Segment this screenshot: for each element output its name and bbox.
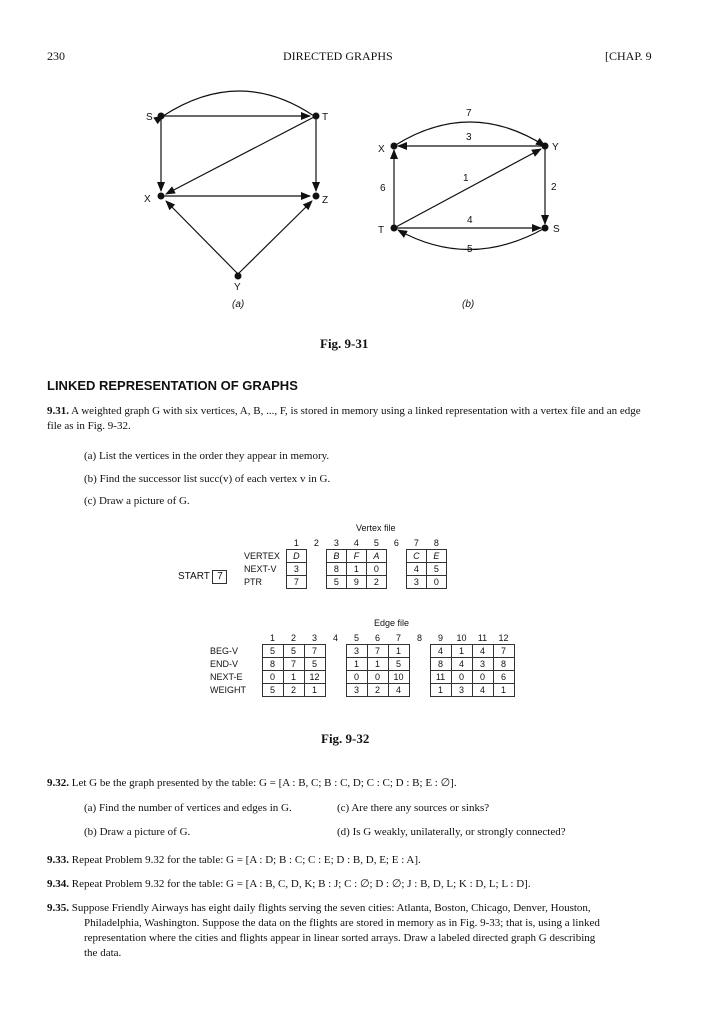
- table-cell: E: [426, 550, 446, 563]
- column-number: 3: [311, 633, 317, 643]
- table-cell: B: [326, 550, 346, 563]
- row-label: WEIGHT: [210, 685, 246, 695]
- table-cell: [386, 576, 406, 589]
- table-cell: 4: [451, 658, 472, 671]
- table-cell: [386, 550, 406, 563]
- column-number: 6: [374, 633, 380, 643]
- table-cell: 4: [472, 684, 493, 697]
- row-label: END-V: [210, 659, 239, 669]
- vertex-file-title: Vertex file: [356, 523, 396, 533]
- weight-label-5: 5: [467, 244, 473, 255]
- problem-text-line: the data.: [84, 947, 122, 959]
- table-cell: 0: [426, 576, 446, 589]
- table-cell: 3: [346, 684, 367, 697]
- table-cell: 5: [388, 658, 409, 671]
- node-label-a-s: S: [146, 112, 153, 123]
- vertex-file-table: [244, 537, 447, 589]
- problem-9-31: [47, 404, 657, 434]
- table-cell: 10: [388, 671, 409, 684]
- graph-a-sublabel: (a): [232, 299, 245, 310]
- table-cell: [386, 563, 406, 576]
- table-cell: 0: [472, 671, 493, 684]
- table-cell: 1: [430, 684, 451, 697]
- table-cell: 12: [304, 671, 325, 684]
- table-cell: 0: [367, 671, 388, 684]
- table-cell: 0: [451, 671, 472, 684]
- column-number: 8: [416, 633, 422, 644]
- problem-text: A weighted graph G with six vertices, A, B, ..., F, is stored in memory using a linked representation with a vertex file and an edge file as in Fig. 9-32.: [47, 405, 641, 432]
- table-cell: 7: [286, 576, 306, 589]
- table-cell: 1: [283, 671, 304, 684]
- section-title: LINKED REPRESENTATION OF GRAPHS: [47, 378, 298, 393]
- table-cell: 1: [451, 645, 472, 658]
- table-cell: [306, 576, 326, 589]
- table-cell: 7: [367, 645, 388, 658]
- problem-text-line: Suppose Friendly Airways has eight daily flights serving the seven cities: Atlanta, Boston, Chicago, Denver, Houston,: [71, 902, 591, 914]
- table-cell: 3: [406, 576, 426, 589]
- table-cell: 5: [262, 645, 283, 658]
- table-cell: 9: [346, 576, 366, 589]
- table-cell: 7: [493, 645, 514, 658]
- problem-part: (a) List the vertices in the order they appear in memory.: [84, 450, 330, 462]
- chapter-ref: [CHAP. 9: [605, 49, 652, 63]
- column-number: 10: [456, 633, 467, 643]
- start-value: 7: [212, 570, 227, 584]
- weight-label-6: 6: [380, 183, 386, 194]
- table-row: [210, 671, 514, 684]
- table-cell: D: [286, 550, 306, 563]
- problem-part: (b) Find the successor list succ(v) of each vertex v in G.: [84, 473, 331, 485]
- edge-file-title: Edge file: [374, 618, 410, 628]
- table-cell: 1: [346, 658, 367, 671]
- problem-part: (d) Is G weakly, unilaterally, or strongly connected?: [337, 826, 566, 838]
- node-label-a-x: X: [144, 194, 151, 205]
- table-cell: 4: [430, 645, 451, 658]
- table-cell: 1: [346, 563, 366, 576]
- table-cell: C: [406, 550, 426, 563]
- table-cell: [325, 645, 346, 658]
- node-label-b-x: X: [378, 144, 385, 155]
- problem-number: 9.34.: [47, 878, 69, 890]
- column-number: 2: [313, 538, 319, 549]
- table-cell: 5: [304, 658, 325, 671]
- problem-9-32: [47, 776, 677, 791]
- problem-part: (b) Draw a picture of G.: [84, 826, 191, 838]
- figure-9-31: [0, 70, 703, 320]
- table-cell: 5: [326, 576, 346, 589]
- table-cell: 1: [367, 658, 388, 671]
- table-cell: 1: [304, 684, 325, 697]
- node-label-a-t: T: [322, 112, 329, 123]
- weight-label-4: 4: [467, 215, 473, 226]
- table-row: [210, 684, 514, 697]
- table-row: [210, 645, 514, 658]
- weight-label-1: 1: [463, 173, 469, 184]
- table-cell: F: [346, 550, 366, 563]
- node-label-a-y: Y: [234, 282, 241, 293]
- graph-b-sublabel: (b): [462, 299, 475, 310]
- table-cell: 8: [262, 658, 283, 671]
- column-number: 7: [413, 538, 419, 548]
- problem-9-34: [47, 877, 687, 892]
- problem-text: Repeat Problem 9.32 for the table: G = [A : D; B : C; C : E; D : B, D, E; E : A].: [71, 854, 421, 866]
- table-cell: 8: [493, 658, 514, 671]
- table-cell: 7: [283, 658, 304, 671]
- table-cell: 5: [262, 684, 283, 697]
- problem-number: 9.31.: [47, 405, 69, 417]
- table-cell: 2: [283, 684, 304, 697]
- column-number: 4: [353, 538, 359, 548]
- problem-part: (c) Are there any sources or sinks?: [337, 802, 490, 814]
- graph-a: [161, 91, 316, 274]
- table-cell: [409, 684, 430, 697]
- column-number: 7: [395, 633, 401, 643]
- problem-text: Let G be the graph presented by the table: G = [A : B, C; B : C, D; C : C; D : B; E : ∅].: [71, 777, 457, 789]
- column-number: 12: [498, 633, 509, 643]
- table-cell: [409, 658, 430, 671]
- table-cell: [409, 671, 430, 684]
- column-number: 2: [290, 633, 296, 643]
- table-cell: 3: [472, 658, 493, 671]
- problem-text-line: Philadelphia, Washington. Suppose the data on the flights are stored in memory as in Fig. 9-33; that is, using a linked: [84, 917, 600, 929]
- table-cell: [325, 658, 346, 671]
- table-cell: 7: [304, 645, 325, 658]
- column-number: 8: [433, 538, 439, 548]
- column-number: 1: [269, 633, 275, 643]
- table-cell: 3: [451, 684, 472, 697]
- column-number: 11: [477, 633, 488, 643]
- row-label: PTR: [244, 577, 262, 587]
- chapter-title: DIRECTED GRAPHS: [283, 49, 393, 63]
- edge-file-table: [210, 632, 515, 697]
- table-cell: 5: [426, 563, 446, 576]
- table-cell: 4: [406, 563, 426, 576]
- row-label: VERTEX: [244, 551, 280, 561]
- table-cell: 4: [472, 645, 493, 658]
- problem-number: 9.33.: [47, 854, 69, 866]
- table-cell: 1: [493, 684, 514, 697]
- node-label-b-t: T: [378, 225, 385, 236]
- row-label: NEXT-E: [210, 672, 243, 682]
- table-row: [244, 576, 446, 589]
- figure-caption-9-32: Fig. 9-32: [321, 731, 370, 746]
- problem-part: (c) Draw a picture of G.: [84, 495, 190, 507]
- problem-part: (a) Find the number of vertices and edges in G.: [84, 802, 292, 814]
- table-cell: 6: [493, 671, 514, 684]
- table-cell: 0: [262, 671, 283, 684]
- problem-text-line: representation where the cities and flights appear in linear sorted arrays. Draw a labeled directed graph G describing: [84, 932, 596, 944]
- table-row: [210, 658, 514, 671]
- column-number: 6: [393, 538, 399, 549]
- table-cell: 3: [346, 645, 367, 658]
- table-cell: [325, 684, 346, 697]
- weight-label-7: 7: [466, 108, 472, 119]
- row-label: BEG-V: [210, 646, 239, 656]
- column-number: 3: [333, 538, 339, 548]
- problem-9-33: [47, 853, 677, 868]
- node-label-a-z: Z: [322, 195, 329, 206]
- node-label-b-s: S: [553, 224, 560, 235]
- node-label-b-y: Y: [552, 142, 559, 153]
- column-number: 9: [437, 633, 443, 643]
- table-row: [244, 563, 446, 576]
- row-label: NEXT-V: [244, 564, 277, 574]
- table-cell: 8: [326, 563, 346, 576]
- table-cell: 2: [366, 576, 386, 589]
- figure-caption-9-31: Fig. 9-31: [320, 336, 369, 351]
- table-cell: 0: [366, 563, 386, 576]
- table-cell: 2: [367, 684, 388, 697]
- table-row: [244, 550, 446, 563]
- problem-number: 9.35.: [47, 902, 69, 914]
- start-label: START: [178, 571, 210, 582]
- table-cell: 0: [346, 671, 367, 684]
- table-cell: [306, 563, 326, 576]
- weight-label-2: 2: [551, 182, 557, 193]
- column-number: 1: [293, 538, 299, 548]
- start-pointer: [178, 570, 227, 584]
- table-cell: 8: [430, 658, 451, 671]
- table-cell: 3: [286, 563, 306, 576]
- table-cell: A: [366, 550, 386, 563]
- problem-text: Repeat Problem 9.32 for the table: G = [A : B, C, D, K; B : J; C : ∅; D : ∅; J : B, D, L; K : D, L; L : D].: [71, 878, 531, 890]
- table-cell: 1: [388, 645, 409, 658]
- problem-number: 9.32.: [47, 777, 69, 789]
- weight-label-3: 3: [466, 132, 472, 143]
- column-number: 5: [373, 538, 379, 548]
- table-cell: 5: [283, 645, 304, 658]
- table-cell: [409, 645, 430, 658]
- problem-9-35: [47, 901, 677, 961]
- table-cell: 11: [430, 671, 451, 684]
- table-cell: [325, 671, 346, 684]
- table-cell: [306, 550, 326, 563]
- page-number: 230: [47, 49, 65, 63]
- column-number: 4: [332, 633, 338, 644]
- table-cell: 4: [388, 684, 409, 697]
- column-number: 5: [353, 633, 359, 643]
